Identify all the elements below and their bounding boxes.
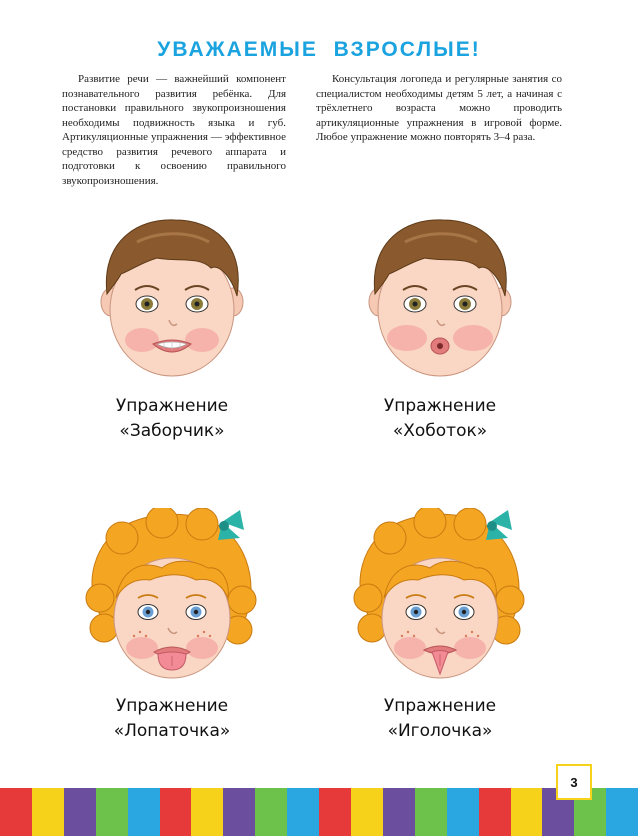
exercise-card-zaborchik [52, 212, 292, 444]
color-stripe [64, 788, 96, 836]
page-number: 3 [556, 764, 592, 800]
intro-text-right: Консультация логопеда и регулярные занятия со специалистом необходимы детям 5 лет, а начиная с трёхлетнего возраста можно проводить артикуляционные упражнения в игровой форме. Любое упражнение можно повторять 3–4 раза. [316, 73, 562, 143]
page-title: УВАЖАЕМЫЕ ВЗРОСЛЫЕ! [157, 38, 481, 61]
exercise-name: «Заборчик» [119, 421, 225, 441]
color-stripe [351, 788, 383, 836]
exercise-label: Упражнение [115, 696, 229, 716]
color-stripe [479, 788, 511, 836]
exercise-label: Упражнение [383, 696, 497, 716]
exercise-name: «Иголочка» [387, 721, 493, 741]
color-stripe [191, 788, 223, 836]
exercise-label: Упражнение [115, 396, 229, 416]
color-stripe [287, 788, 319, 836]
exercise-card-lopatochka [52, 508, 292, 744]
exercise-card-khobotok [320, 212, 560, 444]
intro-text-left: Развитие речи — важнейший компонент познавательного развития ребёнка. Для постановки правильного звукопроизношения необходимы подвижность языка и губ. Артикуляционные упражнения — эффективное средство развития речевого аппарата и подготовки к освоению правильного звукопроизношения. [62, 73, 286, 187]
color-stripe [32, 788, 64, 836]
color-stripe [383, 788, 415, 836]
exercise-card-igolochka [320, 508, 560, 744]
exercise-name: «Хоботок» [392, 421, 488, 441]
color-stripe [128, 788, 160, 836]
color-stripe [606, 788, 638, 836]
color-stripe [255, 788, 287, 836]
girl-face-lopatochka-illustration [82, 508, 262, 686]
color-stripe-border [0, 788, 638, 836]
girl-face-igolochka-illustration [350, 508, 530, 686]
boy-face-khobotok-illustration [355, 212, 525, 380]
color-stripe [447, 788, 479, 836]
color-stripe [415, 788, 447, 836]
color-stripe [223, 788, 255, 836]
color-stripe [0, 788, 32, 836]
color-stripe [511, 788, 543, 836]
color-stripe [319, 788, 351, 836]
color-stripe [96, 788, 128, 836]
exercise-label: Упражнение [383, 396, 497, 416]
color-stripe [160, 788, 192, 836]
boy-face-zaborchik-illustration [87, 212, 257, 380]
exercise-name: «Лопаточка» [113, 721, 231, 741]
